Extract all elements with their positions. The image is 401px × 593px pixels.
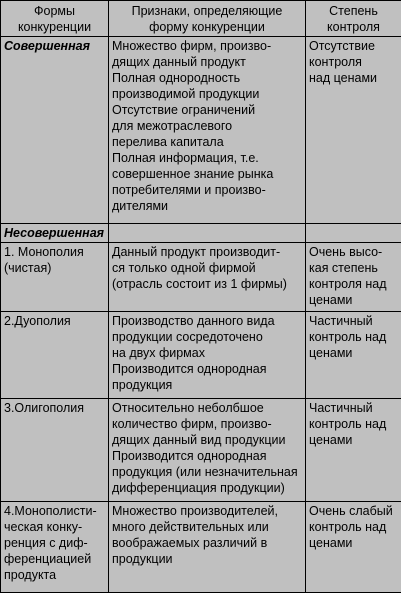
cell-line: (чистая) [4,260,105,276]
cell-line: 2.Дуополия [4,313,105,329]
cell-line: дящих данный продукт [112,54,302,70]
header-features-line: форму конкуренции [111,19,303,35]
cell-line: 4.Монополисти- [4,503,105,519]
form-cell [1,399,109,502]
cell-line: Производство данного вида [112,313,302,329]
cell-line: над ценами [309,70,398,86]
cell-line: дителями [112,198,302,214]
cell-line: ценами [309,345,398,361]
table-row [1,399,401,502]
header-features [109,1,306,37]
header-forms [1,1,109,37]
table-row [1,312,401,399]
empty-cell [306,224,401,243]
cell-line: 3.Олигополия [4,400,105,416]
cell-line: продукция [112,377,302,393]
form-cell [1,243,109,312]
features-cell [109,312,306,399]
cell-line: контроль над [309,416,398,432]
control-cell [306,399,401,502]
table-row [1,243,401,312]
cell-line: контроль над [309,519,398,535]
cell-line: контроль над [309,329,398,345]
section-title-text: Несовершенная [4,225,105,241]
section-row [1,224,401,243]
header-row [1,1,401,37]
cell-line: совершенное знание рынка [112,166,302,182]
cell-line: ческая конку- [4,519,105,535]
cell-line: Производится однородная [112,361,302,377]
cell-line: на двух фирмах [112,345,302,361]
cell-line: ренция с диф- [4,535,105,551]
form-cell [1,502,109,593]
cell-line: продукции [112,551,302,567]
cell-line: дящих данный вид продукции [112,432,302,448]
cell-line: продукции сосредоточено [112,329,302,345]
empty-cell [109,224,306,243]
cell-line: Относительно неболбшое [112,400,302,416]
features-cell [109,37,306,224]
control-cell [306,243,401,312]
control-cell [306,502,401,593]
form-cell [1,312,109,399]
section-title-perfect: Совершенная [4,38,105,54]
header-features-line: Признаки, определяющие [111,3,303,19]
cell-line: ценами [309,432,398,448]
cell-line: Полная информация, т.е. [112,150,302,166]
cell-line: Очень слабый [309,503,398,519]
cell-line: для межотраслевого [112,118,302,134]
cell-line: 1. Монополия [4,244,105,260]
cell-line: Частичный [309,400,398,416]
header-forms-line: Формы [3,3,106,19]
cell-line: потребителями и произво- [112,182,302,198]
cell-line: ференциацией [4,551,105,567]
features-cell [109,243,306,312]
cell-line: контроля над [309,276,398,292]
control-cell [306,312,401,399]
cell-line: ценами [309,535,398,551]
cell-line: Множество фирм, произво- [112,38,302,54]
header-control [306,1,401,37]
form-cell [1,37,109,224]
features-cell [109,399,306,502]
cell-line: Множество производителей, [112,503,302,519]
cell-line: Отсутствие ограничений [112,102,302,118]
cell-line: перелива капитала [112,134,302,150]
cell-line: воображаемых различий в [112,535,302,551]
cell-line: Отсутствие [309,38,398,54]
cell-line: контроля [309,54,398,70]
cell-line: дифференциация продукции) [112,480,302,496]
cell-line: кая степень [309,260,398,276]
cell-line: производимой продукции [112,86,302,102]
section-title-imperfect [1,224,109,243]
cell-line: Производится однородная [112,448,302,464]
features-cell [109,502,306,593]
cell-line: ся только одной фирмой [112,260,302,276]
table-row [1,502,401,593]
cell-line: (отрасль состоит из 1 фирмы) [112,276,302,292]
table-row [1,37,401,224]
header-forms-line: конкуренции [3,19,106,35]
cell-line: Очень высо- [309,244,398,260]
cell-line: много действительных или [112,519,302,535]
cell-line: Полная однородность [112,70,302,86]
cell-line: Данный продукт производит- [112,244,302,260]
header-control-line: Степень [308,3,399,19]
cell-line: количество фирм, произво- [112,416,302,432]
cell-line: ценами [309,292,398,308]
header-control-line: контроля [308,19,399,35]
cell-line: продукта [4,567,105,583]
control-cell [306,37,401,224]
cell-line: Частичный [309,313,398,329]
cell-line: продукция (или незначительная [112,464,302,480]
